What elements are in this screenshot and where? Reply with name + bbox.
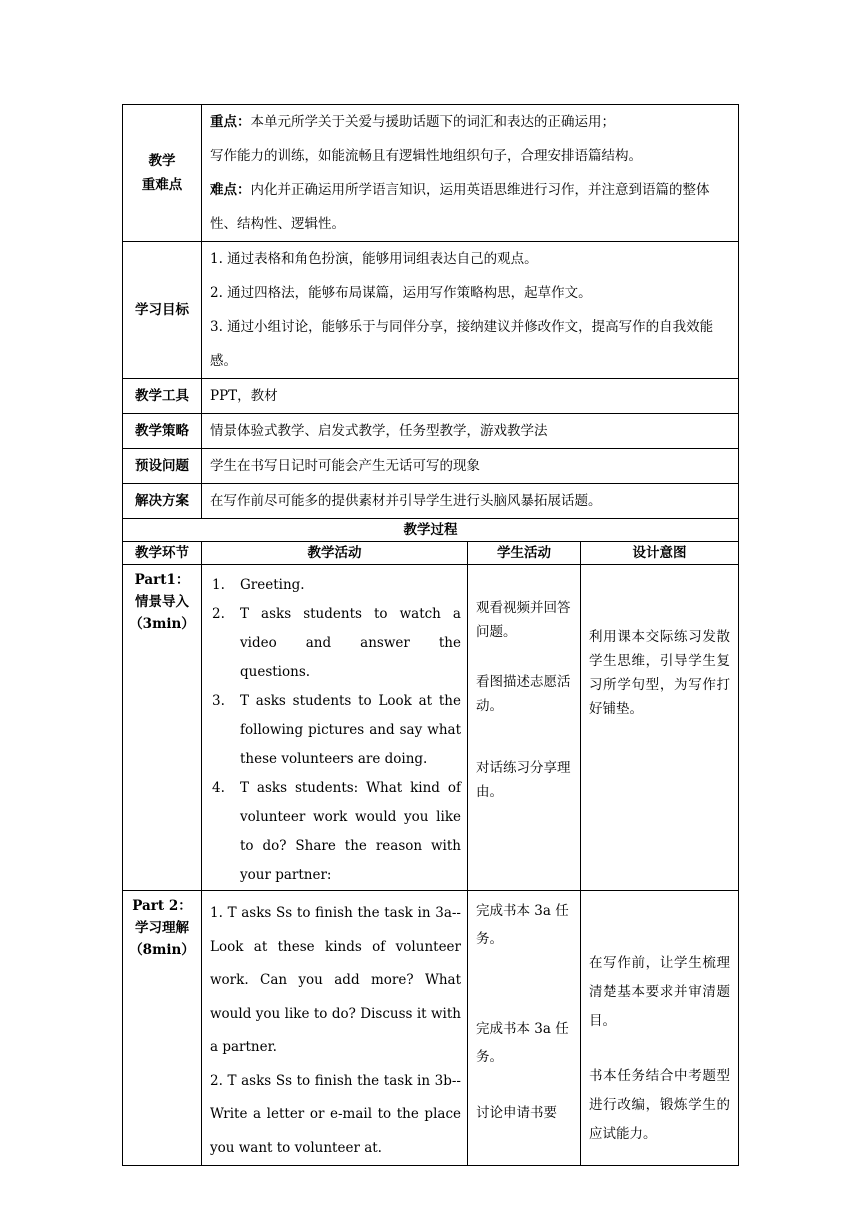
key-points-content xyxy=(202,105,739,242)
goals-content xyxy=(202,242,739,379)
student-activity: 看图描述志愿活动。 xyxy=(476,674,571,714)
label-line: 重难点 xyxy=(141,177,183,193)
difficulty-title: 难点： xyxy=(210,182,251,198)
tools-label: 教学工具 xyxy=(123,379,202,414)
problem-row xyxy=(123,449,739,484)
header-stage: 教学环节 xyxy=(123,542,202,565)
student-activity: 对话练习分享理由。 xyxy=(476,760,571,800)
key-points-label xyxy=(123,105,202,242)
part1-student-activities xyxy=(468,565,581,891)
strategy-content: 情景体验式教学、启发式教学，任务型教学，游戏教学法 xyxy=(202,414,739,449)
part2-design-intent xyxy=(581,891,739,1166)
solution-content: 在写作前尽可能多的提供素材并引导学生进行头脑风暴拓展话题。 xyxy=(202,484,739,519)
part-name: 学习理解 xyxy=(135,920,189,936)
solution-row xyxy=(123,484,739,519)
header-student-activity: 学生活动 xyxy=(468,542,581,565)
goals-label: 学习目标 xyxy=(123,242,202,379)
lesson-plan-table xyxy=(122,104,739,1166)
part-name: 情景导入 xyxy=(135,594,189,610)
process-header-row xyxy=(123,542,739,565)
key-points-row xyxy=(123,105,739,242)
part1-design-intent xyxy=(581,565,739,891)
part1-stage xyxy=(123,565,202,891)
part2-student-activities xyxy=(468,891,581,1166)
problem-label: 预设问题 xyxy=(123,449,202,484)
focus-text: 本单元所学关于关爱与援助话题下的词汇和表达的正确运用； xyxy=(250,114,615,130)
list-item xyxy=(202,774,461,890)
goal-item: 3. 通过小组讨论，能够乐于与同伴分享，接纳建议并修改作文，提高写作的自我效能感。 xyxy=(210,319,714,369)
header-design-intent: 设计意图 xyxy=(581,542,739,565)
process-title-row xyxy=(123,519,739,542)
process-title: 教学过程 xyxy=(123,519,739,542)
solution-label: 解决方案 xyxy=(123,484,202,519)
list-item xyxy=(202,687,461,774)
item-text: T asks students: What kind of volunteer work would you like to do? Share the reason with your partner: xyxy=(240,780,461,883)
item-number: 3. xyxy=(212,693,225,709)
list-item: 2. T asks Ss to finish the task in 3b--Write a letter or e-mail to the place you want to volunteer at. xyxy=(210,1072,461,1156)
part-duration: （8min） xyxy=(129,942,195,958)
list-item: 1. T asks Ss to finish the task in 3a--Look at these kinds of volunteer work. Can you add more? What would you like to do? Discuss it with a partner. xyxy=(210,905,461,1055)
item-text: T asks students to Look at the following pictures and say what these volunteers are doing. xyxy=(240,693,461,767)
goal-item: 2. 通过四格法，能够布局谋篇，运用写作策略构思，起草作文。 xyxy=(210,285,592,301)
student-activity: 完成书本 3a 任务。 xyxy=(476,1021,569,1065)
part2-stage xyxy=(123,891,202,1166)
label-line: 教学 xyxy=(148,153,176,169)
tools-content: PPT，教材 xyxy=(202,379,739,414)
goal-item: 1. 通过表格和角色扮演，能够用词组表达自己的观点。 xyxy=(210,251,538,267)
focus-title: 重点： xyxy=(210,114,251,130)
student-activity: 完成书本 3a 任务。 xyxy=(476,903,569,947)
part-duration: （3min） xyxy=(129,616,195,632)
list-item xyxy=(202,571,461,600)
part1-row xyxy=(123,565,739,891)
student-activity: 讨论申请书要 xyxy=(476,1105,557,1121)
item-number: 2. xyxy=(212,606,225,622)
item-number: 1. xyxy=(212,577,225,593)
focus-text-2: 写作能力的训练，如能流畅且有逻辑性地组织句子，合理安排语篇结构。 xyxy=(210,148,642,164)
goals-row xyxy=(123,242,739,379)
list-item xyxy=(202,600,461,687)
part2-row xyxy=(123,891,739,1166)
item-text: Greeting. xyxy=(240,577,305,593)
part-name: Part1： xyxy=(134,572,190,588)
part1-teacher-activities xyxy=(202,565,468,891)
part-name: Part 2： xyxy=(132,898,192,914)
problem-content: 学生在书写日记时可能会产生无话可写的现象 xyxy=(202,449,739,484)
lesson-plan-document xyxy=(122,104,738,1166)
student-activity: 观看视频并回答问题。 xyxy=(476,600,571,640)
difficulty-text: 内化并正确运用所学语言知识，运用英语思维进行习作，并注意到语篇的整体性、结构性、逻辑性。 xyxy=(210,182,710,232)
intent-text: 利用课本交际练习发散学生思维，引导学生复习所学句型，为写作打好铺垫。 xyxy=(589,629,731,717)
strategy-row xyxy=(123,414,739,449)
intent-text: 书本任务结合中考题型进行改编，锻炼学生的应试能力。 xyxy=(589,1068,731,1142)
activity-list xyxy=(202,565,467,890)
part2-teacher-activities xyxy=(202,891,468,1166)
header-teacher-activity: 教学活动 xyxy=(202,542,468,565)
item-text: T asks students to watch a video and answer the questions. xyxy=(240,606,461,680)
item-number: 4. xyxy=(212,780,225,796)
intent-text: 在写作前，让学生梳理清楚基本要求并审清题目。 xyxy=(589,955,731,1029)
strategy-label: 教学策略 xyxy=(123,414,202,449)
tools-row xyxy=(123,379,739,414)
